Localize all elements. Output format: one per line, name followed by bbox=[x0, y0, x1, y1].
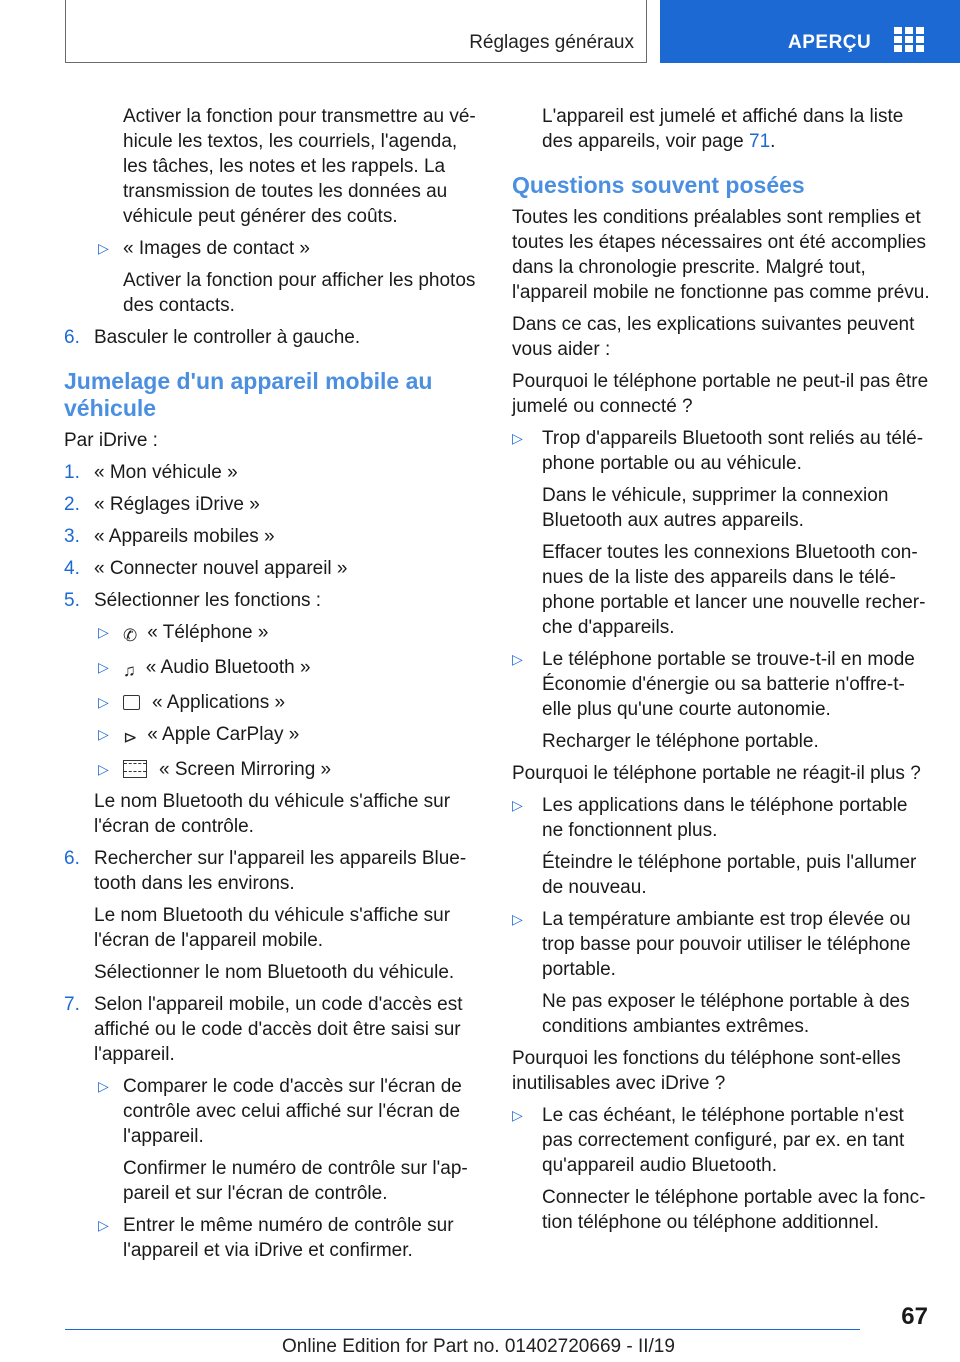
paragraph: Toutes les conditions préalables sont remplies et toutes les étapes nécessaires ont été accomplies dans la chronologie prescrite. Malgré tout, l'appareil mobile ne fonctionne pas comme prévu. bbox=[512, 207, 930, 303]
page-link[interactable]: 71 bbox=[749, 131, 771, 152]
question: Pourquoi le téléphone portable ne réagit-il plus ? bbox=[512, 763, 921, 784]
bullet-triangle-icon: ▷ bbox=[512, 651, 523, 667]
bullet-triangle-icon: ▷ bbox=[98, 1217, 109, 1233]
function-text: « Audio Bluetooth » bbox=[145, 657, 311, 678]
bullet-text: Trop d'appareils Bluetooth sont reliés au téléphone portable ou au véhicule. bbox=[542, 428, 924, 474]
film-icon bbox=[123, 760, 147, 778]
step-number: 6. bbox=[64, 848, 80, 869]
step-item bbox=[64, 325, 484, 350]
bullet-triangle-icon: ▷ bbox=[98, 694, 109, 710]
function-item bbox=[64, 690, 484, 715]
function-item bbox=[64, 655, 484, 683]
step-text: « Appareils mobiles » bbox=[94, 526, 275, 547]
step-item bbox=[64, 492, 484, 517]
section-title: Réglages généraux bbox=[469, 32, 634, 53]
music-note-icon: ♫ bbox=[123, 661, 136, 680]
function-text: « Applications » bbox=[152, 692, 286, 713]
step-text: Rechercher sur l'appareil les appareils Bluetooth dans les environs. bbox=[94, 848, 467, 894]
bullet-item bbox=[64, 1213, 484, 1263]
step-number: 6. bbox=[64, 327, 80, 348]
right-column bbox=[512, 104, 932, 1242]
step-number: 2. bbox=[64, 494, 80, 515]
bullet-triangle-icon: ▷ bbox=[98, 659, 109, 675]
step-text: « Connecter nouvel appareil » bbox=[94, 558, 348, 579]
app-square-icon bbox=[123, 695, 140, 710]
paragraph: Activer la fonction pour afficher les photos des contacts. bbox=[123, 270, 476, 316]
bullet-item bbox=[512, 426, 932, 476]
step-item bbox=[64, 524, 484, 549]
paragraph: Éteindre le téléphone portable, puis l'allumer de nouveau. bbox=[542, 852, 917, 898]
paragraph bbox=[512, 104, 932, 154]
function-item bbox=[64, 722, 484, 750]
bullet-item bbox=[512, 647, 932, 722]
section-heading: Questions souvent posées bbox=[512, 172, 805, 198]
paragraph: Connecter le téléphone portable avec la fonction téléphone ou téléphone additionnel. bbox=[542, 1187, 926, 1233]
step-item bbox=[64, 992, 484, 1067]
bullet-triangle-icon: ▷ bbox=[512, 911, 523, 927]
step-text: « Réglages iDrive » bbox=[94, 494, 260, 515]
phone-icon: ✆ bbox=[123, 626, 138, 645]
header-section-box bbox=[65, 0, 647, 63]
bullet-text: Comparer le code d'accès sur l'écran de contrôle avec celui affiché sur l'écran de l'appareil. bbox=[123, 1076, 462, 1147]
step-text: Basculer le controller à gauche. bbox=[94, 327, 361, 348]
paragraph: Le nom Bluetooth du véhicule s'affiche sur l'écran de contrôle. bbox=[94, 791, 451, 837]
step-item bbox=[64, 556, 484, 581]
bullet-item bbox=[512, 907, 932, 982]
bullet-triangle-icon: ▷ bbox=[98, 1078, 109, 1094]
bullet-text: Le téléphone portable se trouve-t-il en mode Économie d'énergie ou sa batterie n'offre-t-elle plus qu'une courte autonomie. bbox=[542, 649, 915, 720]
paragraph: Confirmer le numéro de contrôle sur l'appareil et sur l'écran de contrôle. bbox=[123, 1158, 468, 1204]
play-circle-icon: ⊳ bbox=[123, 728, 138, 747]
paragraph-text: . bbox=[770, 131, 776, 152]
step-item bbox=[64, 460, 484, 485]
left-column bbox=[64, 104, 484, 1270]
grid-icon bbox=[894, 27, 924, 54]
bullet-item bbox=[64, 1074, 484, 1149]
step-text: Selon l'appareil mobile, un code d'accès est affiché ou le code d'accès doit être saisi sur l'appareil. bbox=[94, 994, 463, 1065]
question: Pourquoi les fonctions du téléphone sont-elles inutilisables avec iDrive ? bbox=[512, 1048, 901, 1094]
section-heading: Jumelage d'un appareil mobile au véhicule bbox=[64, 368, 433, 421]
step-number: 7. bbox=[64, 994, 80, 1015]
function-text: « Apple CarPlay » bbox=[147, 724, 300, 745]
step-number: 3. bbox=[64, 526, 80, 547]
function-text: « Screen Mirroring » bbox=[159, 759, 332, 780]
function-item bbox=[64, 620, 484, 648]
step-text: Sélectionner les fonctions : bbox=[94, 590, 322, 611]
bullet-text: La température ambiante est trop élevée ou trop basse pour pouvoir utiliser le téléphone portable. bbox=[542, 909, 911, 980]
bullet-text: Les applications dans le téléphone portable ne fonctionnent plus. bbox=[542, 795, 908, 841]
bullet-triangle-icon: ▷ bbox=[512, 430, 523, 446]
overview-tab-label: APERÇU bbox=[788, 32, 872, 53]
footer-divider bbox=[65, 1329, 860, 1330]
bullet-triangle-icon: ▷ bbox=[512, 1107, 523, 1123]
paragraph: Ne pas exposer le téléphone portable à des conditions ambiantes extrêmes. bbox=[542, 991, 910, 1037]
bullet-triangle-icon: ▷ bbox=[98, 761, 109, 777]
bullet-text: Le cas échéant, le téléphone portable n'est pas correctement configuré, par ex. en tant qu'appareil audio Bluetooth. bbox=[542, 1105, 905, 1176]
paragraph: Dans ce cas, les explications suivantes peuvent vous aider : bbox=[512, 314, 915, 360]
edition-text: Online Edition for Part no. 01402720669 - II/19 bbox=[282, 1336, 675, 1357]
paragraph: Sélectionner le nom Bluetooth du véhicule. bbox=[94, 962, 455, 983]
step-number: 5. bbox=[64, 590, 80, 611]
bullet-text: « Images de contact » bbox=[123, 238, 310, 259]
paragraph: Effacer toutes les connexions Bluetooth connues de la liste des appareils dans le téléphone portable et lancer une nouvelle recherche d'appareils. bbox=[542, 542, 926, 638]
step-text: « Mon véhicule » bbox=[94, 462, 238, 483]
paragraph: Le nom Bluetooth du véhicule s'affiche sur l'écran de l'appareil mobile. bbox=[94, 905, 451, 951]
bullet-triangle-icon: ▷ bbox=[98, 726, 109, 742]
paragraph: Dans le véhicule, supprimer la connexion Bluetooth aux autres appareils. bbox=[542, 485, 889, 531]
overview-tab[interactable] bbox=[660, 0, 960, 63]
paragraph: Par iDrive : bbox=[64, 430, 158, 451]
bullet-item bbox=[512, 793, 932, 843]
function-text: « Téléphone » bbox=[147, 622, 269, 643]
bullet-item bbox=[64, 236, 484, 261]
bullet-text: Entrer le même numéro de contrôle sur l'appareil et via iDrive et confirmer. bbox=[123, 1215, 454, 1261]
function-item bbox=[64, 757, 484, 782]
bullet-triangle-icon: ▷ bbox=[512, 797, 523, 813]
page-number: 67 bbox=[901, 1303, 928, 1330]
question: Pourquoi le téléphone portable ne peut-il pas être jumelé ou connecté ? bbox=[512, 371, 929, 417]
bullet-item bbox=[512, 1103, 932, 1178]
bullet-triangle-icon: ▷ bbox=[98, 624, 109, 640]
bullet-triangle-icon: ▷ bbox=[98, 240, 109, 256]
paragraph: Recharger le téléphone portable. bbox=[542, 731, 819, 752]
paragraph-text: L'appareil est jumelé et affiché dans la liste des appareils, voir page bbox=[542, 106, 904, 152]
step-number: 4. bbox=[64, 558, 80, 579]
step-number: 1. bbox=[64, 462, 80, 483]
step-item bbox=[64, 846, 484, 896]
paragraph: Activer la fonction pour transmettre au véhicule les textos, les courriels, l'agenda, les tâches, les notes et les rappels. La transmission de toutes les données au véhicule peut générer des coûts. bbox=[123, 106, 476, 227]
step-item bbox=[64, 588, 484, 613]
